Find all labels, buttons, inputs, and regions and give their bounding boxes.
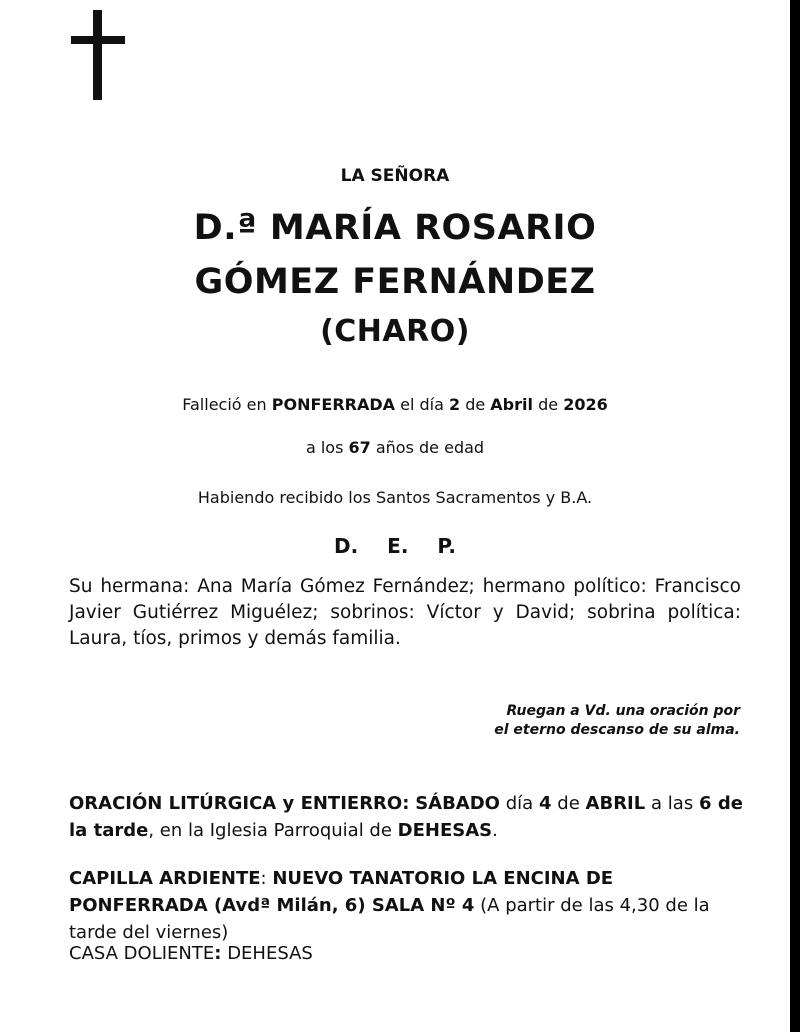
rest-in-peace: D. E. P.: [334, 534, 456, 558]
funeral-info: ORACIÓN LITÚRGICA y ENTIERRO: SÁBADO día 4 de ABRIL a las 6 de la tarde, en la Iglesia Parroquial de DEHESAS.: [69, 793, 743, 841]
cross-icon: [71, 10, 125, 102]
honorific-label: LA SEÑORA: [340, 166, 450, 186]
chapel-info: CAPILLA ARDIENTE: NUEVO TANATORIO LA ENCINA DE PONFERRADA (Avdª Milán, 6) SALA Nº 4 (A partir de las 4,30 de la tarde del viernes): [69, 868, 710, 943]
mourning-house-info: CASA DOLIENTE: DEHESAS: [69, 943, 313, 964]
prayer-request: Ruegan a Vd. una oración por el eterno descanso de su alma.: [494, 703, 740, 738]
deceased-nickname: (CHARO): [320, 314, 470, 349]
family-list: Su hermana: Ana María Gómez Fernández; hermano político: Francisco Javier Gutiérrez Miguélez; sobrinos: Víctor y David; sobrina política: Laura, tíos, primos y demás familia.: [69, 576, 741, 649]
death-year: 2026: [563, 395, 608, 414]
death-month: Abril: [490, 395, 533, 414]
death-day: 2: [448, 395, 461, 414]
age-value: 67: [348, 438, 371, 457]
death-statement: Falleció en PONFERRADA el día 2 de Abril de 2026: [182, 395, 608, 414]
sacraments-statement: Habiendo recibido los Santos Sacramentos y B.A.: [197, 488, 593, 507]
age-statement: a los 67 años de edad: [305, 438, 485, 457]
deceased-name-line1: D.ª MARÍA ROSARIO: [193, 208, 597, 248]
deceased-name-line2: GÓMEZ FERNÁNDEZ: [194, 262, 596, 302]
death-place: PONFERRADA: [271, 395, 395, 414]
